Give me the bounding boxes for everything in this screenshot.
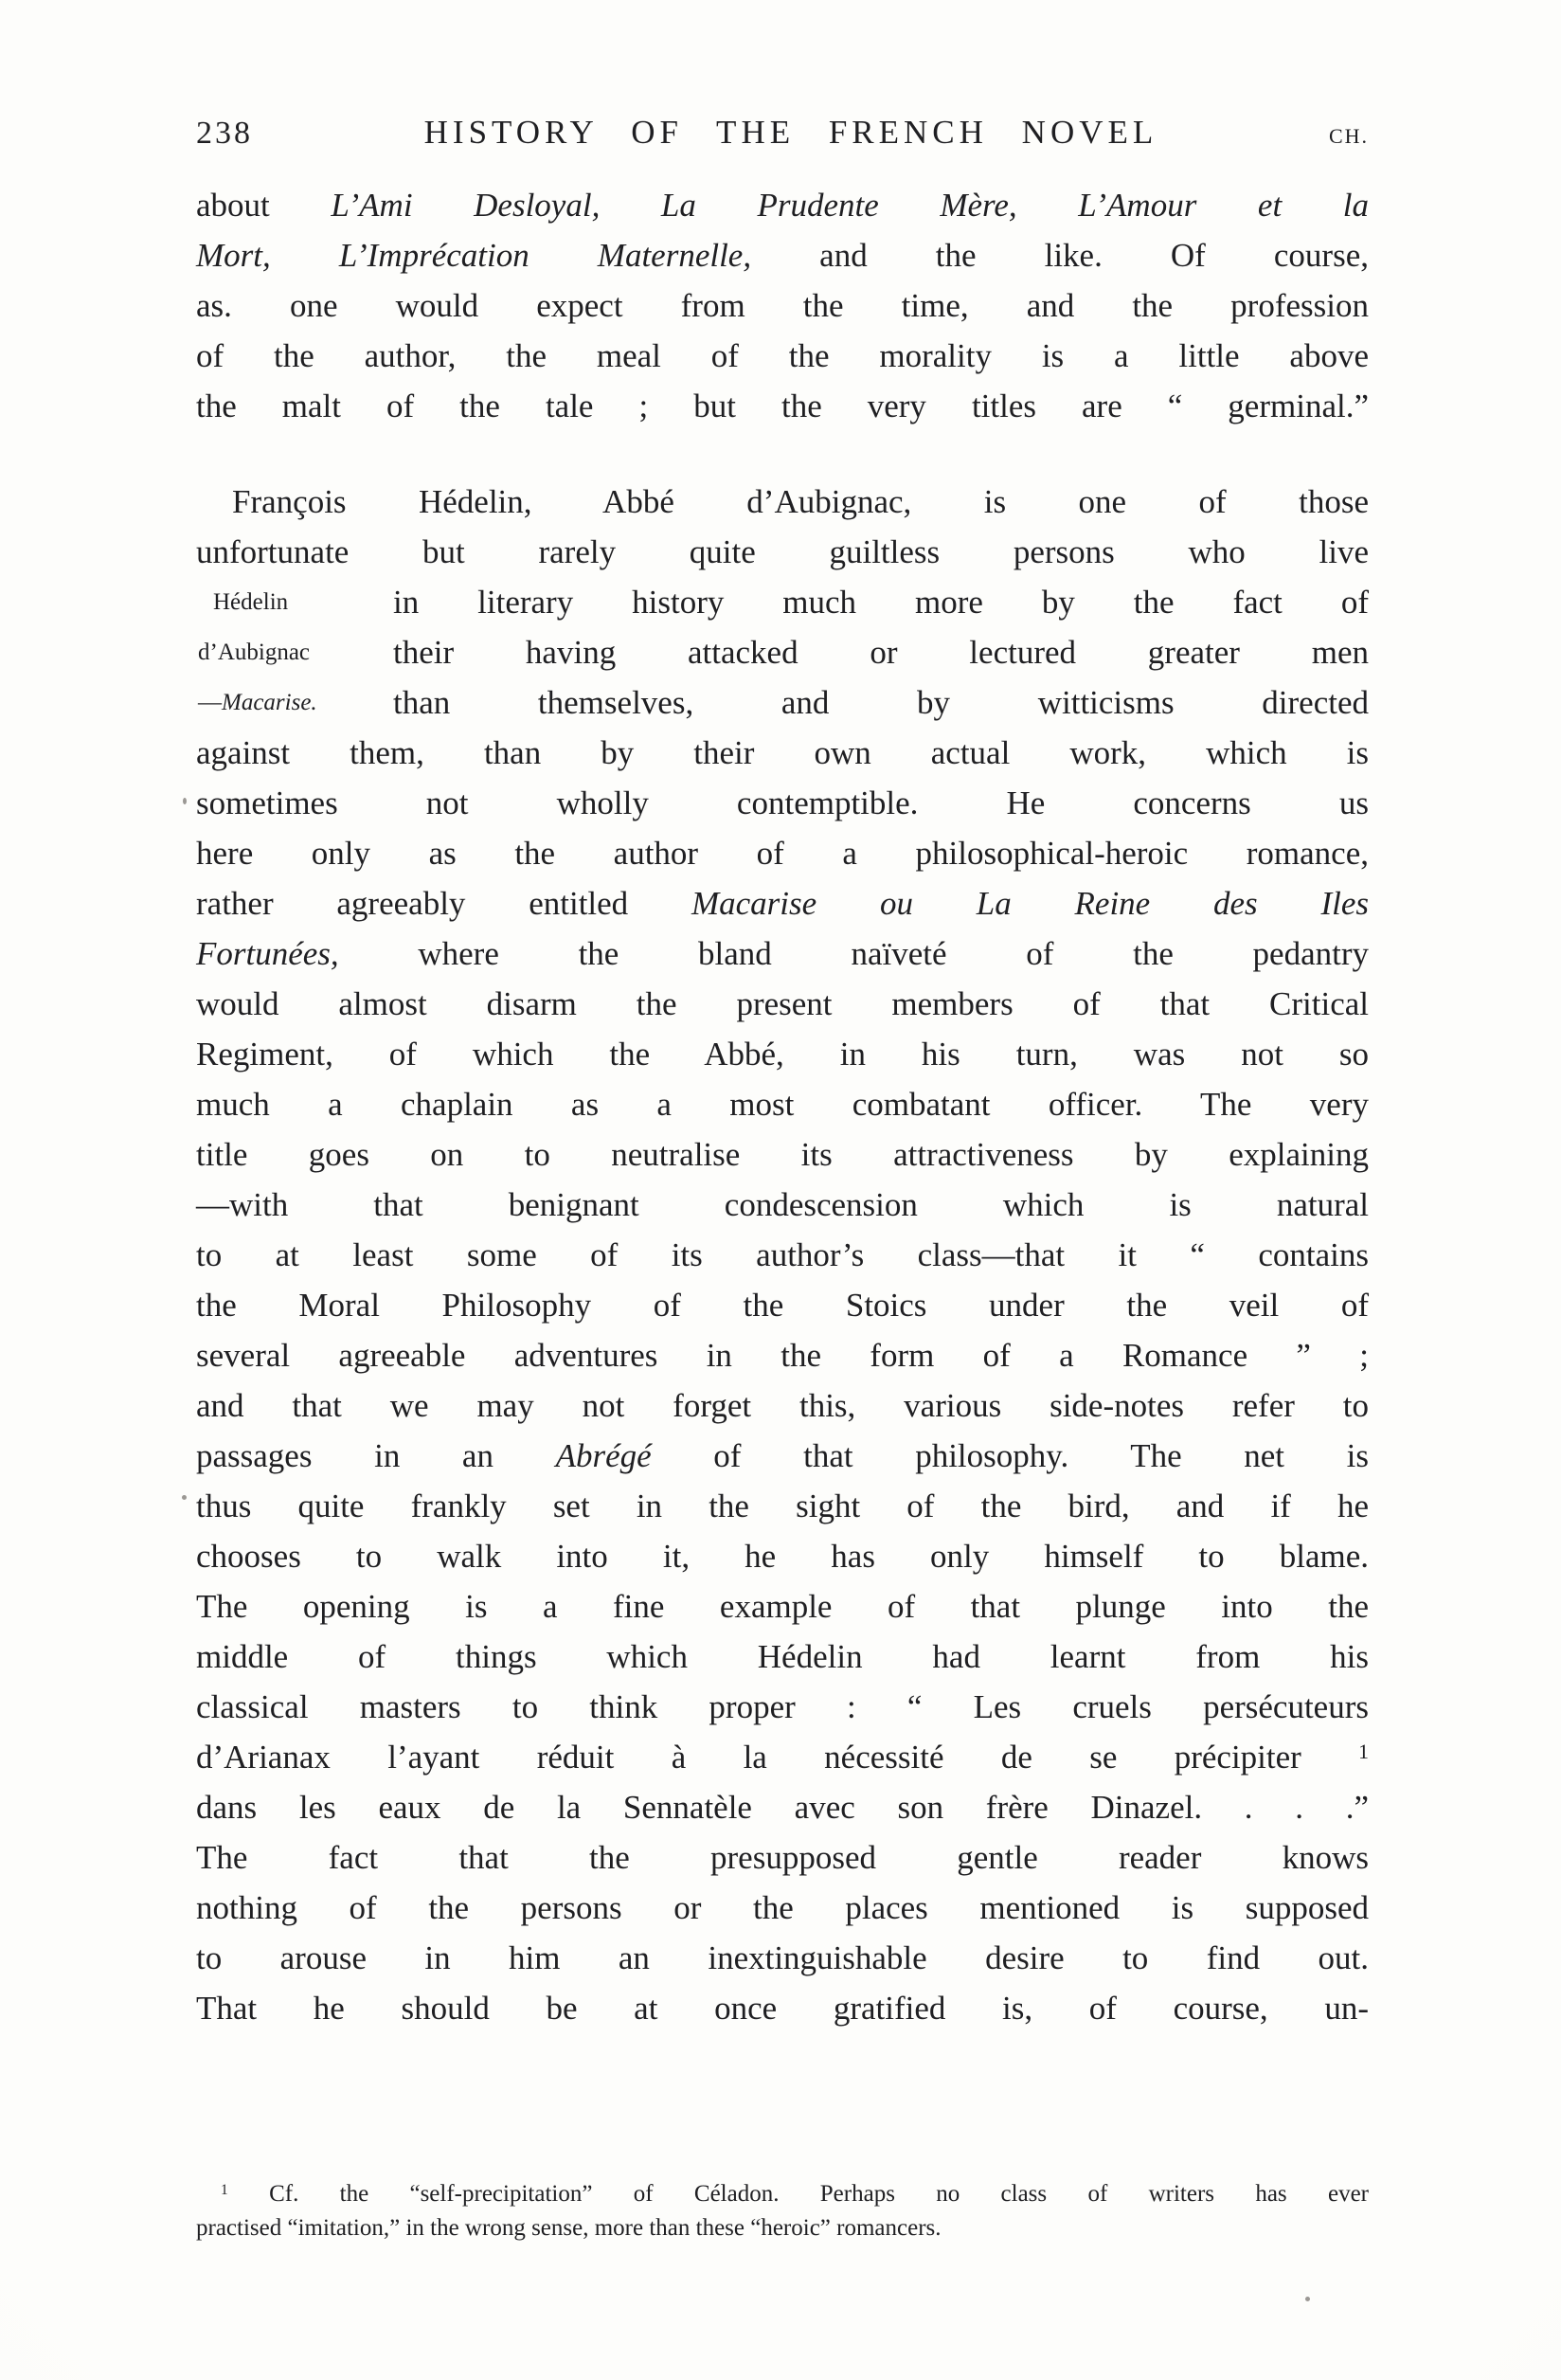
text-line: dans les eaux de la Sennatèle avec son frère Dinazel. . . .” xyxy=(196,1789,1369,1826)
text-line: as. one would expect from the time, and the profession xyxy=(196,287,1369,324)
text-line: thus quite frankly set in the sight of the bird, and if he xyxy=(196,1488,1369,1524)
text-line: title goes on to neutralise its attractiveness by explaining xyxy=(196,1136,1369,1173)
text-column xyxy=(196,114,1369,2245)
footnote xyxy=(196,2177,1369,2245)
text-line: several agreeable adventures in the form of a Romance ” ; xyxy=(196,1337,1369,1374)
text-line: passages in an Abrégé of that philosophy. The net is xyxy=(196,1437,1369,1474)
text-line: to at least some of its author’s class—that it “ contains xyxy=(196,1236,1369,1273)
text-line: classical masters to think proper : “ Les cruels persécuteurs xyxy=(196,1688,1369,1725)
text-line: their having attacked or lectured greater men xyxy=(393,634,1369,671)
text-line: practised “imitation,” in the wrong sense, more than these “heroic” romancers. xyxy=(196,2215,942,2241)
text-line: the malt of the tale ; but the very titles are “ germinal.” xyxy=(196,388,1369,424)
page-number: 238 xyxy=(196,116,253,151)
text-line: and that we may not forget this, various side-notes refer to xyxy=(196,1387,1369,1424)
text-line: about L’Ami Desloyal, La Prudente Mère, L’Amour et la xyxy=(196,187,1369,224)
text-line: François Hédelin, Abbé d’Aubignac, is one of those xyxy=(232,483,1369,520)
text-line: Fortunées, where the bland naïveté of the pedantry xyxy=(196,935,1369,972)
text-line: would almost disarm the present members of that Critical xyxy=(196,985,1369,1022)
text-line: nothing of the persons or the places mentioned is supposed xyxy=(196,1889,1369,1926)
text-line: —with that benignant condescension which is natural xyxy=(196,1186,1369,1223)
margin-note xyxy=(198,577,389,728)
text-line: chooses to walk into it, he has only himself to blame. xyxy=(196,1538,1369,1575)
chapter-marker: CH. xyxy=(1328,124,1369,148)
text-line: much a chaplain as a most combatant officer. The very xyxy=(196,1086,1369,1123)
text-line: That he should be at once gratified is, of course, un- xyxy=(196,1990,1369,2027)
text-line: here only as the author of a philosophical-heroic romance, xyxy=(196,835,1369,872)
opening-paragraph xyxy=(196,180,1369,431)
scan-speck xyxy=(183,798,187,804)
text-line: Regiment, of which the Abbé, in his turn, was not so xyxy=(196,1036,1369,1073)
page-header xyxy=(196,114,1369,152)
running-title: HISTORY OF THE FRENCH NOVEL xyxy=(423,114,1158,151)
text-line: to arouse in him an inextinguishable desire to find out. xyxy=(196,1939,1369,1976)
text-line: middle of things which Hédelin had learnt from his xyxy=(196,1638,1369,1675)
text-line: The fact that the presupposed gentle reader knows xyxy=(196,1839,1369,1876)
text-line: d’Aubignac xyxy=(198,640,311,665)
text-line: the Moral Philosophy of the Stoics under the veil of xyxy=(196,1287,1369,1324)
text-line: than themselves, and by witticisms directed xyxy=(393,684,1369,721)
text-line: The opening is a fine example of that plunge into the xyxy=(196,1588,1369,1625)
text-line: Hédelin xyxy=(213,589,289,615)
text-line: —Macarise. xyxy=(198,690,317,715)
scan-speck xyxy=(182,1495,187,1500)
text-line: sometimes not wholly contemptible. He concerns us xyxy=(196,784,1369,821)
text-line: rather agreeably entitled Macarise ou La Reine des Iles xyxy=(196,885,1369,922)
text-line: unfortunate but rarely quite guiltless persons who live xyxy=(196,533,1369,570)
text-line: d’Arianax l’ayant réduit à la nécessité de se précipiter $^1$ xyxy=(196,1739,1369,1776)
text-line: against them, than by their own actual work, which is xyxy=(196,734,1369,771)
text-line: in literary history much more by the fact of xyxy=(393,584,1369,621)
text-line: $^1$ Cf. the “self-precipitation” of Céladon. Perhaps no class of writers has ever xyxy=(221,2181,1369,2207)
text-line: Mort, L’Imprécation Maternelle, and the like. Of course, xyxy=(196,237,1369,274)
main-paragraph xyxy=(196,477,1369,2033)
scan-speck xyxy=(1305,2297,1310,2301)
text-line: of the author, the meal of the morality is a little above xyxy=(196,337,1369,374)
